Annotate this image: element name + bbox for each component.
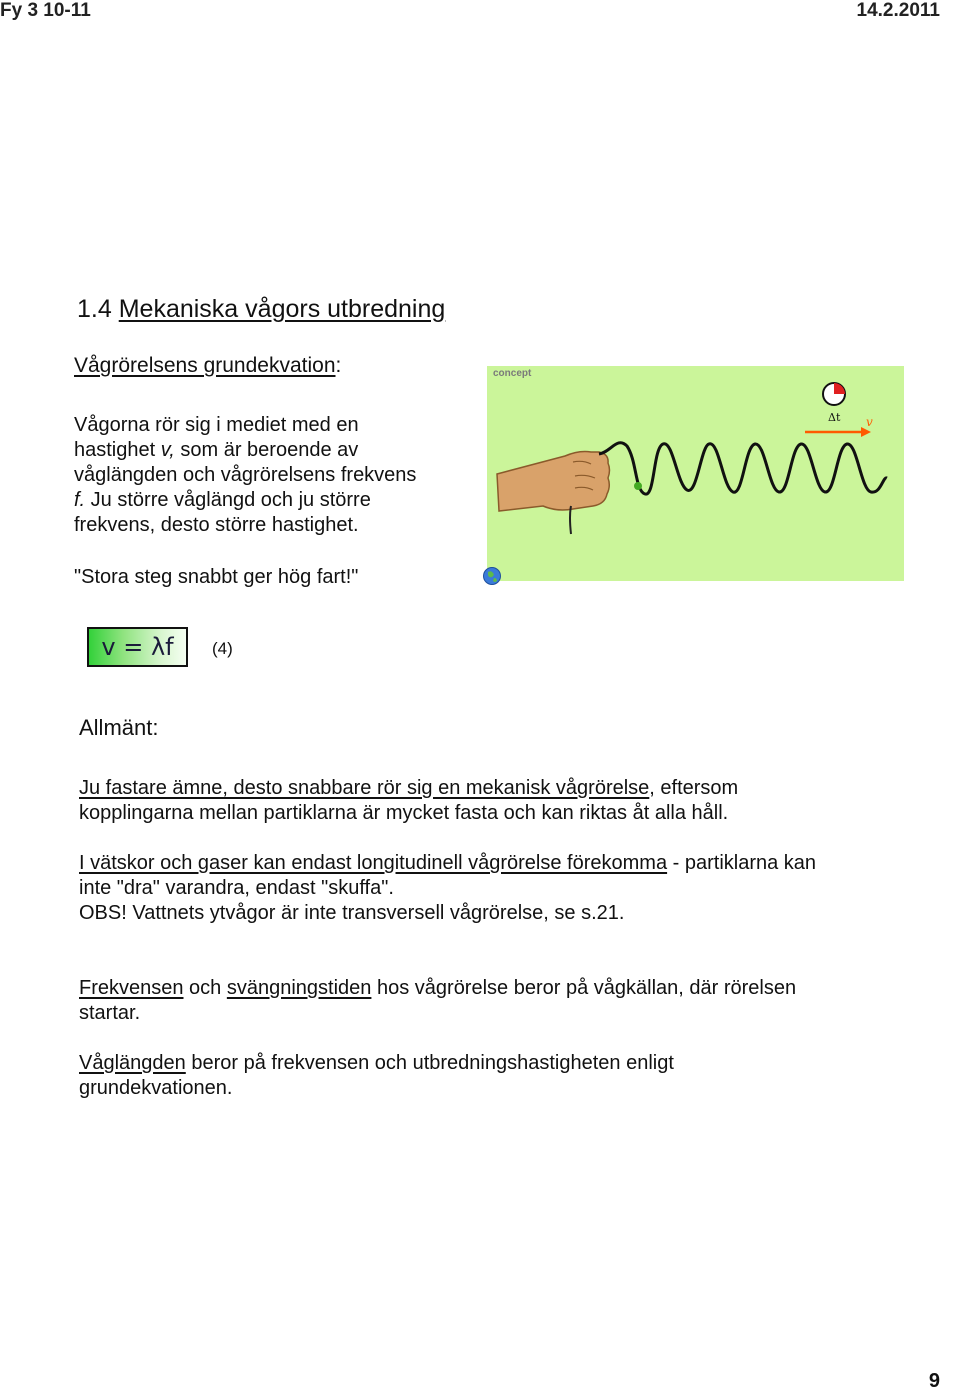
hand-icon (497, 452, 610, 512)
section-title-text[interactable]: Mekaniska vågors utbredning (118, 295, 446, 323)
formula-text: v = λf (101, 633, 174, 661)
subtitle-link[interactable]: Vågrörelsens grundekvation (74, 354, 336, 377)
section-number: 1.4 (77, 295, 112, 323)
p3-link-frekvensen[interactable]: Frekvensen (79, 977, 184, 999)
page-number: 9 (928, 1370, 940, 1392)
wave-concept-figure[interactable] (487, 366, 904, 581)
wave-path (599, 443, 887, 494)
velocity-arrow-icon (805, 427, 871, 437)
p2-link[interactable]: I vätskor och gaser kan endast longitudinell vågrörelse förekomma (79, 852, 668, 874)
paragraph-3: Frekvensen och svängningstiden hos vågrörelse beror på vågkällan, där rörelsen startar. (79, 977, 797, 1024)
string-end (570, 506, 571, 534)
quote: "Stora steg snabbt ger hög fart!" (74, 566, 359, 588)
subtitle: Vågrörelsens grundekvation: (74, 354, 342, 377)
globe-icon[interactable] (482, 566, 502, 586)
header-date: 14.2.2011 (856, 0, 940, 21)
p4-link[interactable]: Våglängden (79, 1052, 186, 1074)
wave-illustration (487, 366, 904, 581)
p3-link-svangningstiden[interactable]: svängningstiden (226, 977, 372, 999)
particle-marker (634, 482, 642, 490)
general-heading: Allmänt: (79, 715, 159, 740)
clock-icon (823, 383, 845, 405)
section-title (77, 295, 445, 324)
intro-paragraph: Vågorna rör sig i mediet med en hastighet v, som är beroende av våglängden och vågrörelsens frekvens f. Ju större våglängd och ju större frekvens, desto större hastighet. (74, 414, 417, 536)
formula-box (87, 627, 188, 667)
paragraph-2: I vätskor och gaser kan endast longitudinell vågrörelse förekomma - partiklarna kan inte "dra" varandra, endast "skuffa". OBS! Vattnets ytvågor är inte transversell vågrörelse, se s.21. (79, 852, 817, 924)
figure-label: concept (493, 368, 532, 379)
delta-t-label: Δt (828, 411, 841, 424)
paragraph-1: Ju fastare ämne, desto snabbare rör sig en mekanisk vågrörelse, eftersom kopplingarna mellan partiklarna är mycket fasta och kan riktas åt alla håll. (79, 777, 739, 824)
paragraph-4: Våglängden beror på frekvensen och utbredningshastigheten enligt grundekvationen. (79, 1052, 674, 1099)
header-course: Fy 3 10-11 (0, 0, 91, 21)
p1-link[interactable]: Ju fastare ämne, desto snabbare rör sig en mekanisk vågrörelse (79, 777, 650, 799)
velocity-label: v (866, 415, 873, 429)
formula-number: (4) (212, 639, 233, 658)
